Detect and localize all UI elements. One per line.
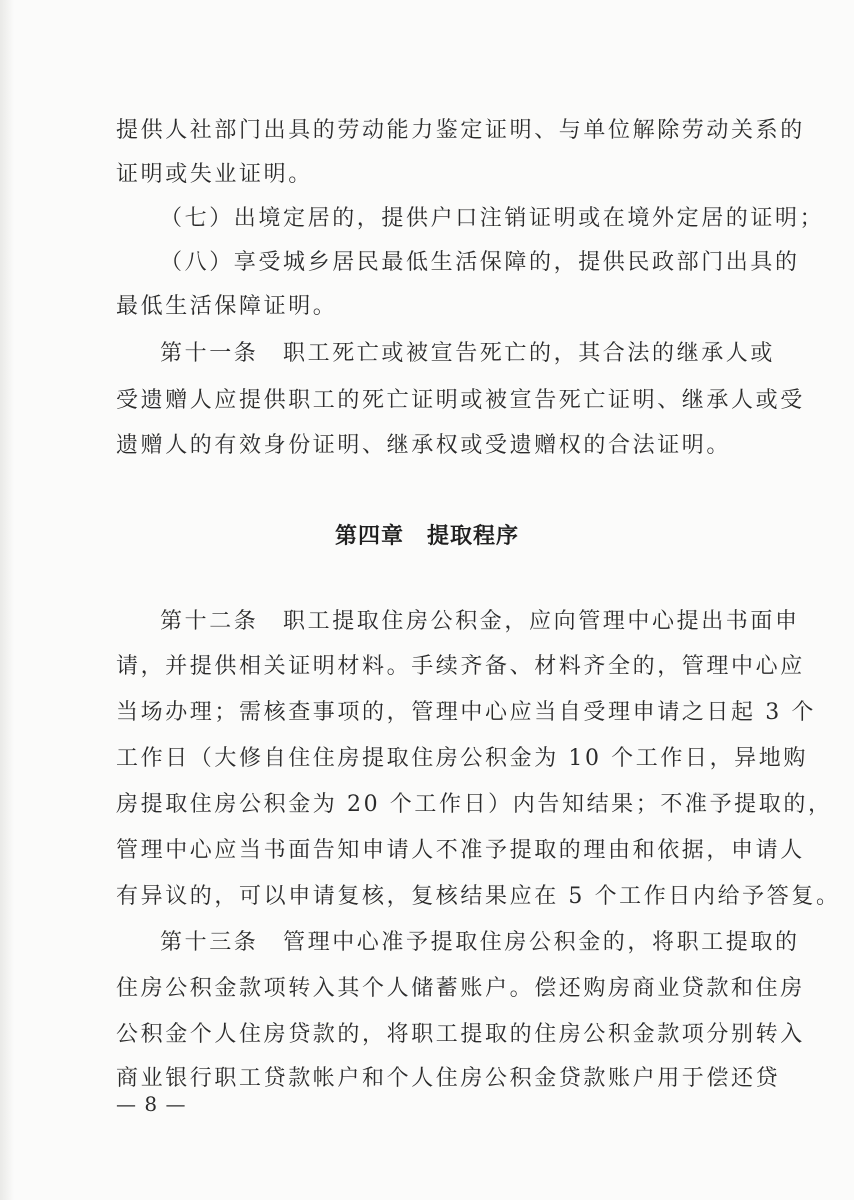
text-line: 最低生活保障证明。 — [116, 294, 338, 319]
text-line: 第十二条 职工提取住房公积金，应向管理中心提出书面申 — [160, 609, 800, 634]
text-line: 请，并提供相关证明材料。手续齐备、材料齐全的，管理中心应 — [116, 654, 805, 679]
text-line: 受遗赠人应提供职工的死亡证明或被宣告死亡证明、继承人或受 — [116, 388, 805, 413]
text-line: 证明或失业证明。 — [116, 162, 313, 187]
text-line: （八）享受城乡居民最低生活保障的，提供民政部门出具的 — [160, 250, 800, 275]
text-line: 房提取住房公积金为 20 个工作日）内告知结果；不准予提取的， — [116, 792, 833, 817]
text-line: 第十三条 管理中心准予提取住房公积金的，将职工提取的 — [160, 930, 800, 955]
text-line: 第十一条 职工死亡或被宣告死亡的，其合法的继承人或 — [160, 341, 776, 366]
text-line: 住房公积金款项转入其个人储蓄账户。偿还购房商业贷款和住房 — [116, 976, 805, 1001]
chapter-heading: 第四章 提取程序 — [334, 524, 519, 549]
text-line: 提供人社部门出具的劳动能力鉴定证明、与单位解除劳动关系的 — [116, 118, 805, 143]
text-line: （七）出境定居的，提供户口注销证明或在境外定居的证明； — [160, 206, 825, 231]
text-line: 有异议的，可以申请复核，复核结果应在 5 个工作日内给予答复。 — [116, 884, 841, 909]
text-line: 当场办理；需核查事项的，管理中心应当自受理申请之日起 3 个 — [116, 700, 816, 725]
text-line: 公积金个人住房贷款的，将职工提取的住房公积金款项分别转入 — [116, 1022, 805, 1047]
page-number: — 8 — — [116, 1092, 187, 1116]
text-line: 工作日（大修自住住房提取住房公积金为 10 个工作日，异地购 — [116, 746, 808, 771]
text-line: 遗赠人的有效身份证明、继承权或受遗赠权的合法证明。 — [116, 433, 732, 458]
text-line: 商业银行职工贷款帐户和个人住房公积金贷款账户用于偿还贷 — [116, 1066, 781, 1091]
text-line: 管理中心应当书面告知申请人不准予提取的理由和依据，申请人 — [116, 838, 805, 863]
